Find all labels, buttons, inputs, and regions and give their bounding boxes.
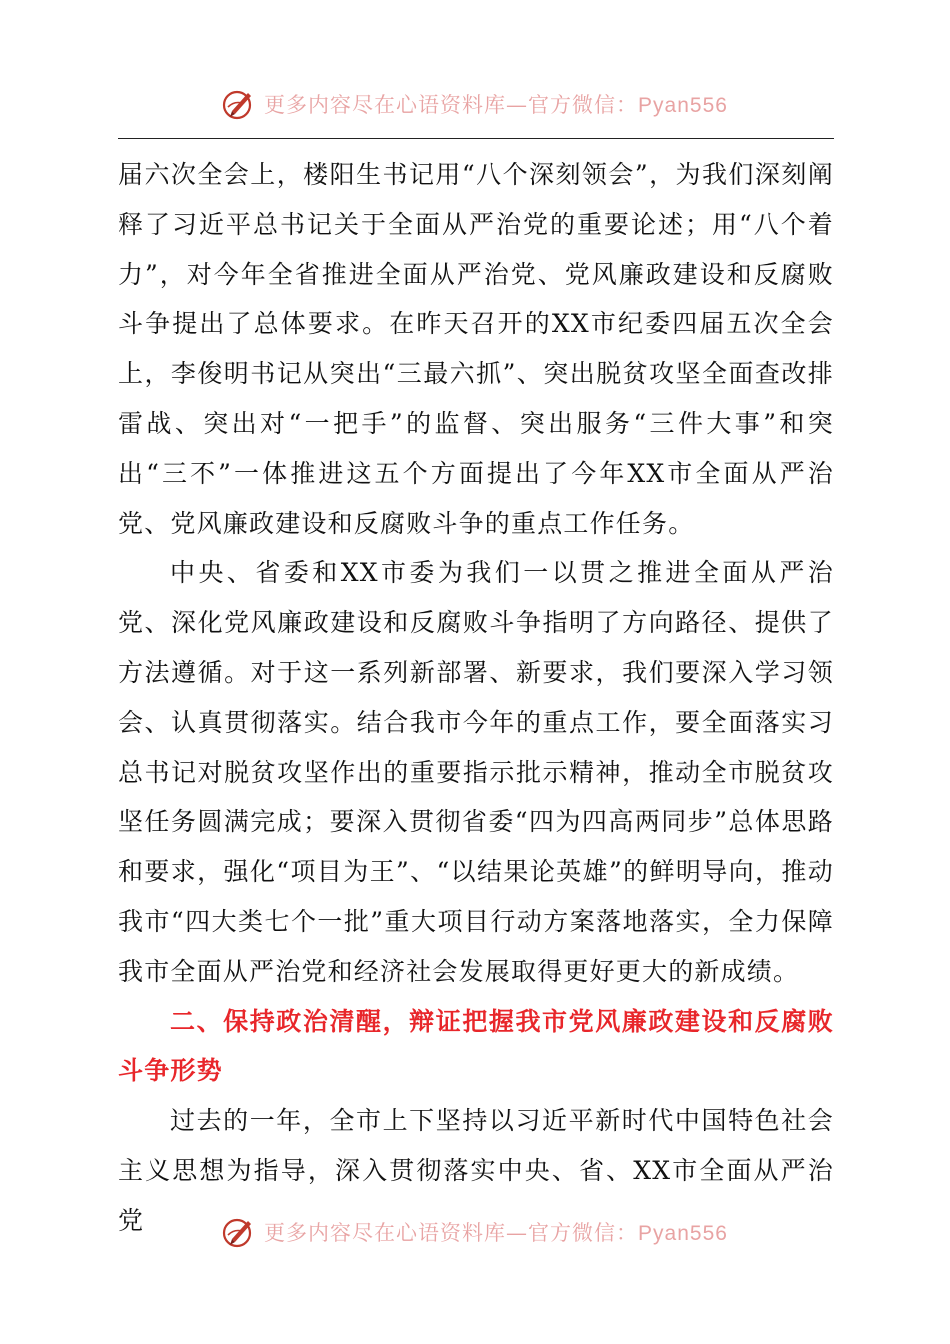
wechat-id: Pyan556 bbox=[638, 94, 728, 117]
header-banner bbox=[0, 84, 950, 124]
pen-quill-logo-icon bbox=[222, 1215, 256, 1249]
paragraph-1: 届六次全会上，楼阳生书记用“八个深刻领会”，为我们深刻阐释了习近平总书记关于全面从严治党的重要论述；用“八个着力”，对今年全省推进全面从严治党、党风廉政建设和反腐败斗争提出了总体要求。在昨天召开的XX市纪委四届五次全会上，李俊明书记从突出“三最六抓”、突出脱贫攻坚全面查改排雷战、突出对“一把手”的监督、突出服务“三件大事”和突出“三不”一体推进这五个方面提出了今年XX市全面从严治党、党风廉政建设和反腐败斗争的重点工作任务。 bbox=[118, 160, 834, 538]
paragraph-3: 过去的一年，全市上下坚持以习近平新时代中国特色社会主义思想为指导，深入贯彻落实中央、省、XX市全面从严治党 bbox=[118, 1106, 834, 1235]
section-heading: 二、保持政治清醒，辩证把握我市党风廉政建设和反腐败斗争形势 bbox=[118, 1006, 834, 1086]
header-divider bbox=[118, 138, 834, 139]
paragraph-2: 中央、省委和XX市委为我们一以贯之推进全面从严治党、深化党风廉政建设和反腐败斗争指明了方向路径、提供了方法遵循。对于这一系列新部署、新要求，我们要深入学习领会、认真贯彻落实。结合我市今年的重点工作，要全面落实习总书记对脱贫攻坚作出的重要指示批示精神，推动全市脱贫攻坚任务圆满完成；要深入贯彻省委“四为四高两同步”总体思路和要求，强化“项目为王”、“以结果论英雄”的鲜明导向，推动我市“四大类七个一批”重大项目行动方案落地落实，全力保障我市全面从严治党和经济社会发展取得更好更大的新成绩。 bbox=[118, 558, 834, 986]
footer-banner-text: 更多内容尽在心语资料库—官方微信：Pyan556 bbox=[264, 1221, 728, 1245]
pen-quill-logo-icon bbox=[222, 87, 256, 121]
wechat-id: Pyan556 bbox=[638, 1222, 728, 1245]
header-banner-text: 更多内容尽在心语资料库—官方微信：Pyan556 bbox=[264, 93, 728, 117]
footer-banner bbox=[0, 1212, 950, 1252]
document-body bbox=[118, 150, 834, 1246]
